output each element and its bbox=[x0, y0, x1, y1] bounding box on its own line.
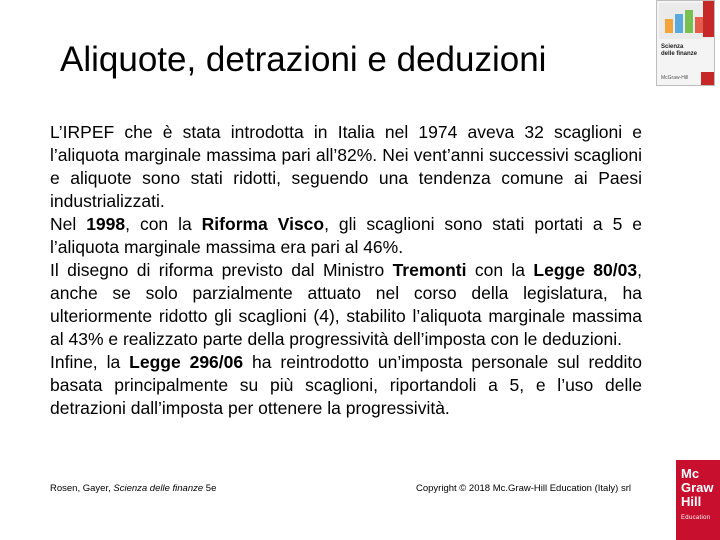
book-cover-publisher: McGraw-Hill bbox=[661, 75, 689, 81]
logo-line-4: Education bbox=[681, 515, 711, 521]
slide-body bbox=[50, 121, 642, 420]
footer-book-title: Scienza delle finanze bbox=[113, 483, 204, 494]
paragraph-2 bbox=[50, 213, 642, 259]
paragraph-1-text: L’IRPEF che è stata introdotta in Italia nel 1974 aveva 32 scaglioni e l’aliquota marginale massima pari all’82%. Nei vent’anni successivi scaglioni e aliquote sono stati ridotti, seguendo una tendenza comune ai Paesi industrializzati. bbox=[50, 122, 642, 211]
text-run: , con la bbox=[125, 214, 202, 234]
book-cover-logo bbox=[701, 72, 714, 85]
cover-bar bbox=[695, 17, 703, 33]
footer-edition: 5e bbox=[203, 483, 217, 494]
book-title-line-1: Scienza bbox=[661, 44, 684, 50]
text-run: Nel bbox=[50, 214, 87, 234]
book-cover-thumbnail bbox=[656, 0, 715, 86]
bold-year: 1998 bbox=[86, 214, 126, 234]
book-title-line-2: delle finanze bbox=[661, 51, 698, 57]
slide-title: Aliquote, detrazioni e deduzioni bbox=[60, 40, 547, 79]
footer-citation bbox=[50, 483, 216, 494]
bold-law-name: Legge 296/06 bbox=[129, 352, 244, 372]
logo-line-2: Graw bbox=[681, 480, 714, 495]
logo-line-1: Mc bbox=[681, 466, 700, 481]
paragraph-3 bbox=[50, 259, 642, 351]
paragraph-4 bbox=[50, 351, 642, 420]
cover-bar bbox=[675, 14, 683, 33]
text-run: ha reintrodotto un’imposta personale sul reddito basata principalmente su più scaglioni, riportandoli a 5, e l’uso delle detrazioni dall’imposta per ottenere la progressività. bbox=[50, 352, 642, 418]
bold-reform-name: Riforma Visco bbox=[201, 214, 325, 234]
bold-law-name: Legge 80/03 bbox=[533, 260, 638, 280]
logo-line-3: Hill bbox=[681, 494, 702, 509]
text-run: Infine, la bbox=[50, 352, 130, 372]
paragraph-1 bbox=[50, 121, 642, 213]
text-run: con la bbox=[466, 260, 534, 280]
footer-copyright: Copyright © 2018 Mc.Graw-Hill Education (Italy) srl bbox=[416, 483, 632, 494]
mcgraw-hill-logo bbox=[676, 460, 720, 540]
text-run: Il disegno di riforma previsto dal Ministro bbox=[50, 260, 393, 280]
cover-bar bbox=[685, 10, 693, 33]
text-run: , anche se solo parzialmente attuato nel corso della legislatura, ha ulteriormente ridotto gli scaglioni (4), stabilito l’aliquota marginale massima al 43% e realizzato parte della progressività dell’imposta con le deduzioni. bbox=[50, 260, 642, 349]
book-cover-title bbox=[661, 44, 697, 58]
footer-authors: Rosen, Gayer, bbox=[50, 483, 114, 494]
cover-bar bbox=[665, 19, 673, 33]
bold-minister-name: Tremonti bbox=[392, 260, 467, 280]
book-cover-corner bbox=[703, 1, 714, 37]
text-run: , gli scaglioni sono stati portati a 5 e l’aliquota marginale massima era pari al 46%. bbox=[50, 214, 642, 257]
